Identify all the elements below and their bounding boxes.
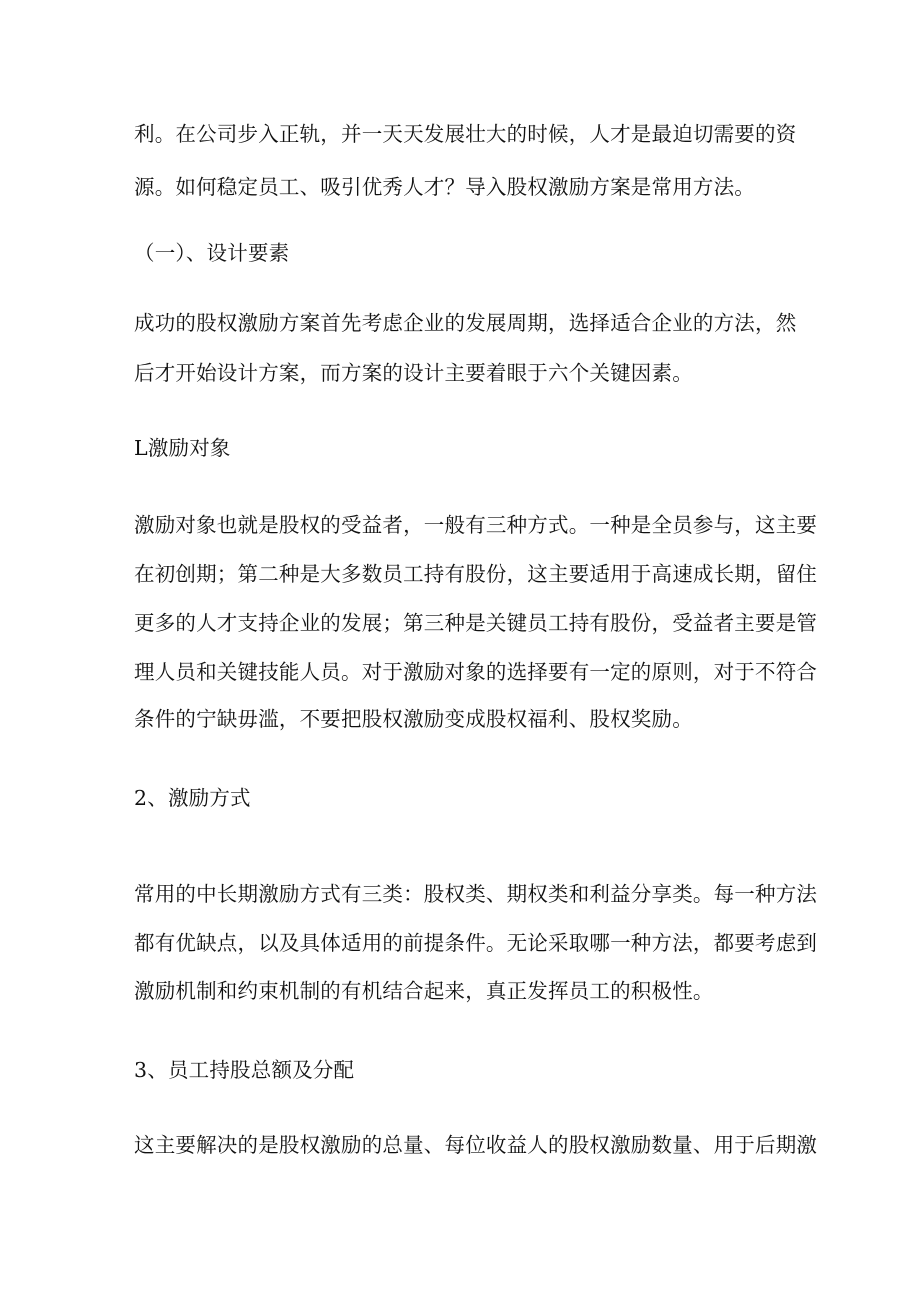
paragraph-4-line-3: 激励机制和约束机制的有机结合起来，真正发挥员工的积极性。 [134, 979, 714, 1003]
section-heading-design-elements: （一）、设计要素 [134, 241, 290, 265]
paragraph-2-line-1: 成功的股权激励方案首先考虑企业的发展周期，选择适合企业的方法，然 [134, 311, 797, 335]
heading-text: 激励对象 [147, 436, 231, 460]
heading-incentive-targets [134, 431, 798, 465]
heading-text: 、员工持股总额及分配 [147, 1058, 355, 1082]
heading-number: L [134, 436, 148, 460]
paragraph-3-line-1: 激励对象也就是股权的受益者，一般有三种方式。一种是全员参与，这主要 [134, 513, 818, 537]
paragraph-4-line-2: 都有优缺点，以及具体适用的前提条件。无论采取哪一种方法，都要考虑到 [134, 931, 818, 955]
paragraph-1-line-2: 源。如何稳定员工、吸引优秀人才？导入股权激励方案是常用方法。 [134, 175, 755, 199]
paragraph-4-line-1: 常用的中长期激励方式有三类：股权类、期权类和利益分享类。每一种方法 [134, 882, 818, 906]
heading-text: 、激励方式 [147, 786, 251, 810]
paragraph-1-line-1: 利。在公司步入正轨，并一天天发展壮大的时候，人才是最迫切需要的资 [134, 122, 797, 146]
paragraph-5-line-1: 这主要解决的是股权激励的总量、每位收益人的股权激励数量、用于后期激 [134, 1133, 818, 1157]
heading-number: 2 [134, 786, 148, 810]
heading-number: 3 [134, 1058, 148, 1082]
paragraph-3-line-5: 条件的宁缺毋滥，不要把股权激励变成股权福利、股权奖励。 [134, 707, 693, 731]
paragraph-3-line-4: 理人员和关键技能人员。对于激励对象的选择要有一定的原则，对于不符合 [134, 660, 818, 684]
paragraph-2-line-2: 后才开始设计方案，而方案的设计主要着眼于六个关键因素。 [134, 361, 693, 385]
heading-employee-shareholding [134, 1053, 798, 1087]
paragraph-3-line-2: 在初创期；第二种是大多数员工持有股份，这主要适用于高速成长期，留住 [134, 562, 818, 586]
heading-incentive-methods [134, 781, 798, 815]
paragraph-3-line-3: 更多的人才支持企业的发展；第三种是关键员工持有股份，受益者主要是管 [134, 611, 818, 635]
